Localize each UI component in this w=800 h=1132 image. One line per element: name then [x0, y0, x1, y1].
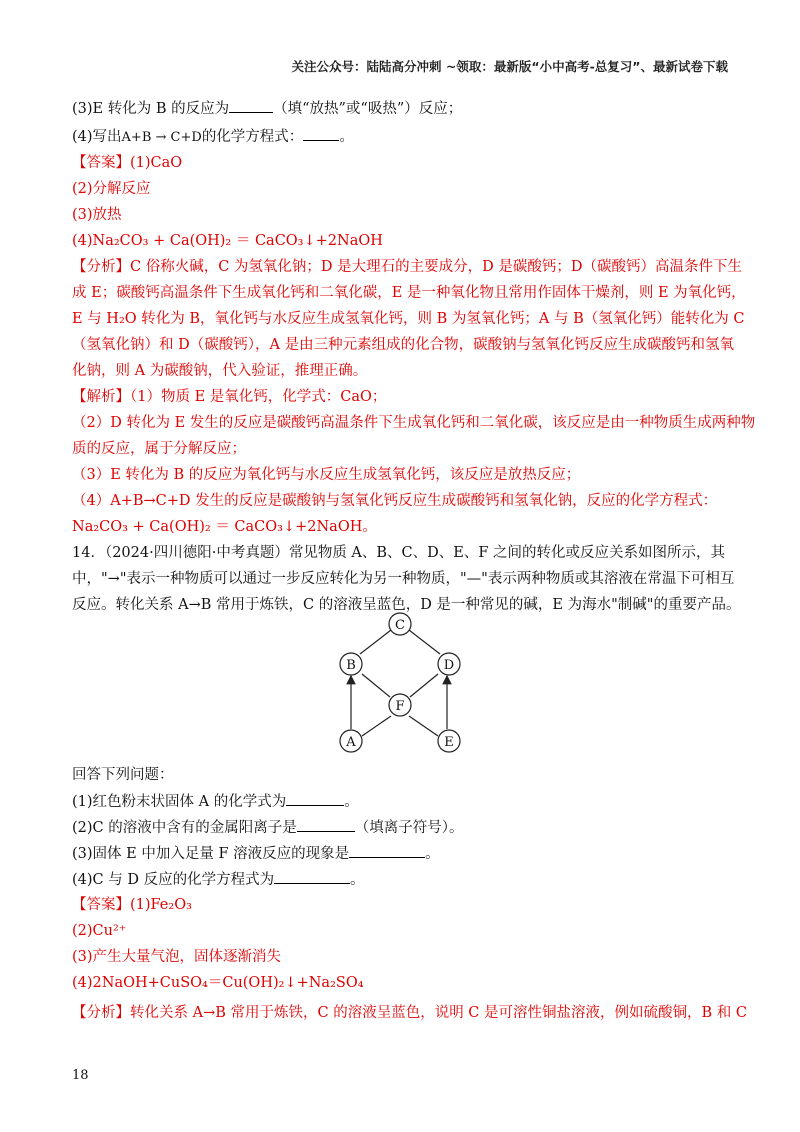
sub-question-2: (2)C 的溶液中含有的金属阳离子是 （填离子符号）。	[72, 817, 464, 838]
analysis-2: 【分析】转化关系 A→B 常用于炼铁，C 的溶液呈蓝色，说明 C 是可溶性铜盐溶液，例如硫酸铜，B 和 C	[72, 1005, 747, 1021]
analysis-line: 【分析】C 俗称火碱，C 为氢氧化钠；D 是大理石的主要成分，D 是碳酸钙；D（碳酸钙）高温条件下生	[72, 259, 742, 275]
analysis-line: 化钠，则 A 为碳酸钠，代入验证，推理正确。	[72, 363, 368, 379]
answer-2: (2)分解反应	[72, 181, 151, 197]
node-label-f: F	[395, 699, 405, 714]
solution-line: （3）E 转化为 B 的反应为氧化钙与水反应生成氢氧化钙，该反应是放热反应；	[72, 467, 581, 483]
page-header: 关注公众号：陆陆高分冲刺 ~领取：最新版“小中高考-总复习”、最新试卷下载	[291, 59, 728, 74]
sub-question-4: (4)C 与 D 反应的化学方程式为 。	[72, 869, 365, 890]
prompt: 回答下列问题：	[72, 767, 174, 783]
edge-c-d	[409, 630, 440, 654]
question-14-stem: 14．（2024·四川德阳·中考真题）常见物质 A、B、C、D、E、F 之间的转化或反应关系如图所示，其	[72, 545, 726, 561]
answer-4: (4)Na₂CO₃ + Ca(OH)₂ ＝ CaCO₃↓+2NaOH	[72, 233, 383, 249]
node-label-d: D	[443, 658, 455, 673]
node-label-a: A	[346, 735, 356, 750]
question-14-stem: 中，"→"表示一种物质可以通过一步反应转化为另一种物质，"—"表示两种物质或其溶液在常温下可相互	[72, 571, 735, 587]
node-label-e: E	[444, 735, 454, 750]
question-4-prev: (4)写出A+B → C+D的化学方程式： 。	[72, 126, 354, 148]
edge-c-b	[360, 630, 391, 654]
answer-1: 【答案】(1)CaO	[72, 155, 183, 171]
answer-3: (3)放热	[72, 207, 122, 223]
relation-diagram	[332, 612, 468, 754]
node-label-c: C	[395, 618, 405, 633]
edge-d-f	[410, 674, 438, 697]
solution-line: （4）A+B→C+D 发生的反应是碳酸钠与氢氧化钙反应生成碳酸钙和氢氧化钠，反应的化学方程式：	[72, 493, 718, 509]
edge-f-a	[362, 716, 391, 736]
answer-2-2: (2)Cu²⁺	[72, 923, 127, 939]
analysis-line: （氢氧化钠）和 D（碳酸钙），A 是由三种元素组成的化合物，碳酸钠与氢氧化钙反应生成碳酸钙和氢氧	[72, 337, 735, 353]
edge-b-f	[362, 674, 390, 697]
node-label-b: B	[346, 658, 356, 673]
answer-2-1: 【答案】(1)Fe₂O₃	[72, 897, 192, 913]
analysis-line: E 与 H₂O 转化为 B，氧化钙与水反应生成氢氧化钙，则 B 为氢氧化钙；A 与 B（氢氧化钙）能转化为 C	[72, 311, 745, 327]
question-14-stem: 反应。转化关系 A→B 常用于炼铁，C 的溶液呈蓝色，D 是一种常见的碱，E 为海水"制碱"的重要产品。	[72, 597, 741, 613]
sub-question-1: (1)红色粉末状固体 A 的化学式为 。	[72, 791, 359, 812]
edge-f-e	[409, 716, 438, 736]
solution-line: 质的反应，属于分解反应；	[72, 441, 246, 457]
answer-2-4: (4)2NaOH+CuSO₄＝Cu(OH)₂↓+Na₂SO₄	[72, 975, 364, 991]
sub-question-3: (3)固体 E 中加入足量 F 溶液反应的现象是 。	[72, 843, 440, 864]
solution-line: Na₂CO₃ + Ca(OH)₂ ＝ CaCO₃↓+2NaOH。	[72, 519, 377, 535]
page-number: 18	[72, 1068, 89, 1083]
answer-2-3: (3)产生大量气泡，固体逐渐消失	[72, 949, 282, 965]
solution-line: 【解析】（1）物质 E 是氧化钙，化学式：CaO；	[72, 389, 387, 405]
analysis-line: 成 E；碳酸钙高温条件下生成氧化钙和二氧化碳，E 是一种氧化物且常用作固体干燥剂，则 E 为氧化钙，	[72, 285, 746, 301]
question-3-prev: (3)E 转化为 B 的反应为 （填“放热”或“吸热”）反应；	[72, 98, 462, 119]
solution-line: （2）D 转化为 E 发生的反应是碳酸钙高温条件下生成氧化钙和二氧化碳，该反应是由一种物质生成两种物	[72, 415, 756, 431]
